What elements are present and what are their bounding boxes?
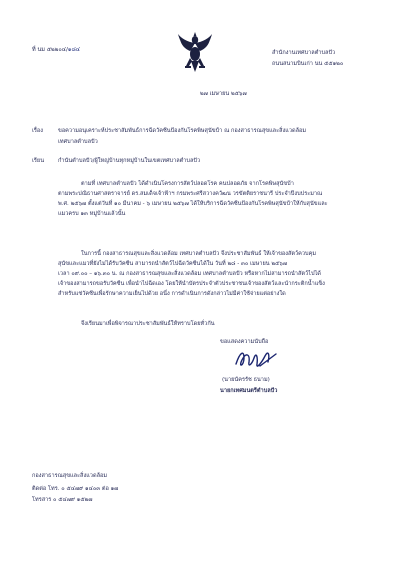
sender-org-name: สำนักงานเทศบาลตำบลปัว [272, 50, 336, 56]
reference-number [32, 46, 80, 54]
sender-org-address: ถนนสนามบินเก่า นน ๕๕๑๒๐ [272, 61, 344, 67]
handwritten-signature-icon [232, 346, 278, 374]
paragraph1-line2: ตามพระปณิธานศาสตราจารย์ ดร.สมเด็จเจ้าฟ้าฯ กรมพระศรีสวางควัฒน วรขัตติยราชนารี ประจำปีงบประมาณ [58, 191, 323, 197]
subject-label: เรื่อง [32, 128, 44, 134]
closing-sentence: จึงเรียนมาเพื่อพิจารณาประชาสัมพันธ์ให้ทราบโดยทั่วกัน [81, 321, 215, 327]
signer-position: นายกเทศมนตรีตำบลปัว [220, 388, 278, 394]
regards-text: ขอแสดงความนับถือ [220, 339, 269, 345]
paragraph2-line5: สำหรับแช่วัคซีนเพื่อรักษาความเย็นไปด้วย อนึ่ง การดำเนินการดังกล่าวไม่มีค่าใช้จ่ายแต่อย่างใด [58, 291, 286, 297]
reference-prefix: ที่ นม ๕๒๒๐๔/ [32, 47, 68, 53]
to-label: เรียน [32, 158, 45, 164]
paragraph2-line2: สุนัขและแมวที่ยังไม่ได้รับวัคซีน สามารถนำสัตว์ไปฉีดวัคซีนได้ใน วันที่ ๒๘ - ๓๐ เมษายน ๒๕๖๗ [58, 261, 288, 267]
reference-handwritten-number: ๑๘๔ [67, 47, 81, 53]
footer-fax: โทรสาร ๐ ๕๔๗๙ ๑๕๒๗ [32, 497, 93, 503]
paragraph1-line1: ตามที่ เทศบาลตำบลปัว ได้ดำเนินโครงการสัตว์ปลอดโรค คนปลอดภัย จากโรคพิษสุนัขบ้า [81, 181, 294, 187]
paragraph2-line3: เวลา ๐๙.๐๐ – ๑๖.๓๐ น. ณ กองสาธารณสุขและสิ่งแวดล้อม เทศบาลตำบลปัว หรือหากไม่สามารถนำสัตว์ไปได้ [58, 271, 321, 277]
paragraph1-line4: แมวครบ ๑๓ หมู่บ้านแล้วนั้น [58, 211, 126, 217]
paragraph1-line3: พ.ศ. ๒๕๖๗ ตั้งแต่วันที่ ๑๐ มีนาคม - ๖ เมษายน ๒๕๖๗ ได้ให้บริการฉีดวัคซีนป้องกันโรคพิษสุนัขบ้าให้กับสุนัขและ [58, 201, 328, 207]
to-text: กำนันตำบลปัว/ผู้ใหญ่บ้านทุกหมู่บ้านในเขตเทศบาลตำบลปัว [58, 158, 201, 164]
garuda-emblem-icon [177, 30, 213, 76]
subject-text-line1: ขอความอนุเคราะห์ประชาสัมพันธ์การฉีดวัคซีนป้องกันโรคพิษสุนัขบ้า ณ กองสาธารณสุขและสิ่งแวดล้อม [58, 128, 307, 134]
paragraph2-line1: ในการนี้ กองสาธารณสุขและสิ่งแวดล้อม เทศบาลตำบลปัว จึงประชาสัมพันธ์ ให้เจ้าของสัตว์ควบคุม [81, 251, 317, 257]
footer-telephone: ติดต่อ โทร. ๐ ๕๔๗๙ ๑๔๐๓ ต่อ ๑๗ [32, 486, 119, 492]
paragraph2-line4: เจ้าของสามารถขอรับวัคซีน เพื่อนำไปฉีดเอง โดยให้นำบัตรประจำตัวประชาชนเจ้าของสัตว์และนำกระติกน้ำแข็ง [58, 281, 325, 287]
letter-date: ๒๗ เมษายน ๒๕๖๗ [200, 91, 247, 97]
subject-text-line2: เทศบาลตำบลปัว [58, 139, 98, 145]
footer-department: กองสาธารณสุขและสิ่งแวดล้อม [32, 473, 108, 479]
signer-name: (นายนัครรัช ธนาม) [222, 377, 270, 383]
